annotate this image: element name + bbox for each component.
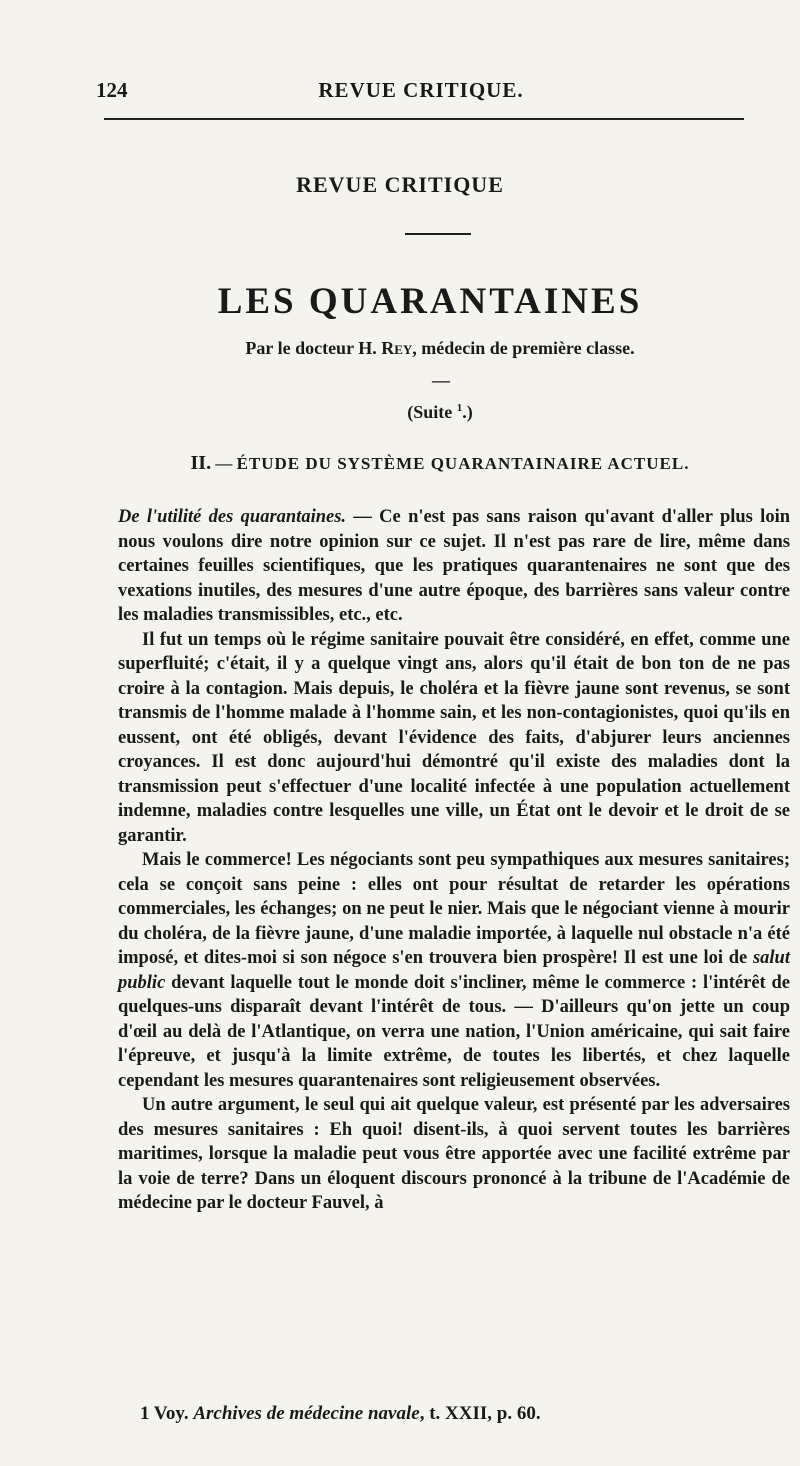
page-number: 124 <box>96 78 128 102</box>
section-number: II. <box>190 452 212 474</box>
running-title: REVUE CRITIQUE. <box>318 78 524 102</box>
paragraph-1-lead: De l'utilité des quarantaines. <box>118 507 347 527</box>
section-rule <box>405 233 471 235</box>
paragraph-1-text: — Ce n'est pas sans raison qu'avant d'aller plus loin nous voulons dire notre opinion sur ce sujet. Il n'est pas rare de lire, même dans certaines feuilles scientifiques, que les pratiques quarantenaires ne sont que des vexations inutiles, des mesures d'une autre époque, des barrières sans valeur contre les maladies transmissibles, etc., etc. <box>118 507 790 625</box>
footnote-ref: 1 <box>456 402 463 414</box>
body-text <box>118 505 790 1216</box>
paragraph-3 <box>118 848 790 1093</box>
paragraph-2: Il fut un temps où le régime sanitaire pouvait être considéré, en effet, comme une superfluité; c'était, il y a quelque vingt ans, alors qu'il était de bon ton de ne pas croire à la contagion. Mais depuis, le choléra et la fièvre jaune sont revenus, se sont transmis de l'homme malade à l'homme sain, et les non-contagionistes, quoi qu'ils en eussent, ont été obligés, devant l'évidence des faits, d'abjurer leurs anciennes croyances. Il est donc aujourd'hui démontré qu'il existe des maladies dont la transmission peut s'effectuer d'une localité infectée à une population actuellement indemne, maladies contre lesquelles une ville, un État ont le devoir et le droit de se garantir. <box>118 629 790 846</box>
footnote-pre: Voy. <box>149 1403 194 1424</box>
section-heading <box>0 452 800 475</box>
running-head <box>96 78 746 104</box>
header-rule <box>104 118 744 120</box>
author-name: Rey <box>381 338 413 358</box>
section-dash: — <box>215 454 233 473</box>
byline-post: , médecin de première classe. <box>412 338 635 358</box>
byline-pre: Par le docteur H. <box>245 338 382 358</box>
paragraph-1 <box>118 505 790 628</box>
footnote-mark: 1 <box>140 1403 150 1424</box>
byline <box>0 338 800 359</box>
paragraph-3-a: Mais le commerce! Les négociants sont peu sympathiques aux mesures sanitaires; cela se conçoit sans peine : elles ont pour résultat de retarder les opérations commerciales, les échanges; on ne peut le nier. Mais que le négociant vienne à mourir du choléra, de la fièvre jaune, d'une maladie importée, à laquelle nul obstacle n'a été imposé, et dites-moi si son négoce s'en trouvera bien prospère! Il est une loi de <box>118 850 790 968</box>
suite-text: (Suite <box>407 402 457 422</box>
suite-note <box>0 402 800 423</box>
section-heading-text: ÉTUDE DU SYSTÈME QUARANTAINAIRE ACTUEL. <box>236 454 690 473</box>
footnote-post: , t. XXII, p. 60. <box>419 1403 541 1424</box>
footnote <box>140 1403 541 1425</box>
suite-close: .) <box>462 402 473 422</box>
article-title: LES QUARANTAINES <box>217 281 643 322</box>
footnote-source: Archives de médecine navale <box>193 1403 420 1424</box>
paragraph-4: Un autre argument, le seul qui ait quelque valeur, est présenté par les adversaires des mesures sanitaires : Eh quoi! disent-ils, à quoi servent toutes les barrières maritimes, lorsque la maladie peut vous être apportée avec une facilité extrême par la voie de terre? Dans un éloquent discours prononcé à la tribune de l'Académie de médecine par le docteur Fauvel, à <box>118 1095 790 1213</box>
byline-dash: — <box>432 370 450 390</box>
section-label: REVUE CRITIQUE <box>296 172 504 197</box>
paragraph-3-em: salut public <box>118 948 790 993</box>
paragraph-3-b: devant laquelle tout le monde doit s'incliner, même le commerce : l'intérêt de quelques-uns disparaît devant l'intérêt de tous. — D'ailleurs qu'on jette un coup d'œil au delà de l'Atlantique, on verra une nation, l'Union américaine, qui sait faire l'épreuve, et jusqu'à la limite extrême, de toutes les libertés, et chez laquelle cependant les mesures quarantenaires sont religieusement observées. <box>118 972 790 1091</box>
